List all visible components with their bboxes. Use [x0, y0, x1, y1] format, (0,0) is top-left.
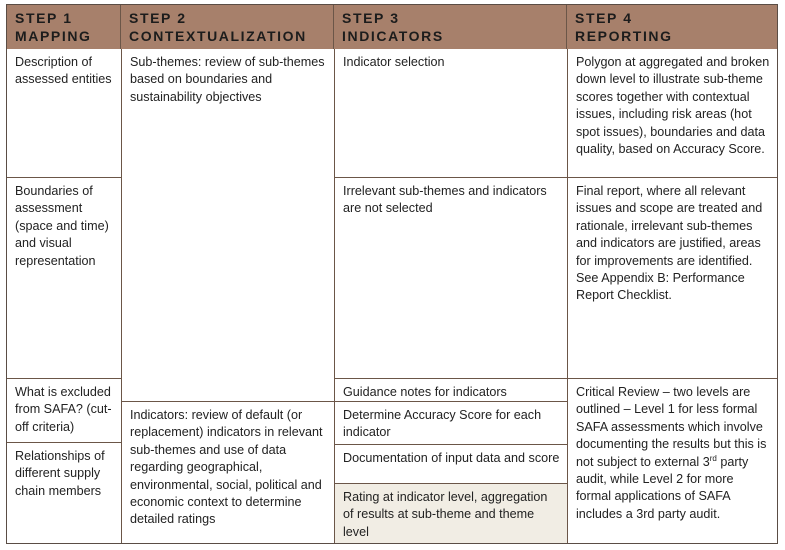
header-step-1 [7, 5, 121, 49]
header-step-name: CONTEXTUALIZATION [129, 28, 307, 44]
header-step-label: STEP 1 [15, 10, 73, 26]
indicator-accuracy: Determine Accuracy Score for each indicator [343, 408, 542, 440]
reporting-critical-review [568, 379, 777, 543]
header-step-2 [121, 5, 334, 49]
reporting-polygon: Polygon at aggregated and broken down level to illustrate sub-theme scores together with contextual issues, including risk areas (hot spot issues), boundaries and data quality, based on Accuracy Score. [576, 55, 770, 157]
indicator-rating: Rating at indicator level, aggregation of results at sub-theme and theme level [343, 490, 548, 539]
superscript-rd: rd [709, 453, 717, 463]
header-step-name: INDICATORS [342, 28, 444, 44]
indicator-irrelevant: Irrelevant sub-themes and indicators are not selected [343, 184, 547, 216]
indicator-documentation: Documentation of input data and score [343, 451, 560, 465]
contextualization-indicators: Indicators: review of default (or replacement) indicators in relevant sub-themes and use of data regarding geographical, environmental, social, political and economic context to determine detailed ratings [130, 408, 323, 527]
header-step-label: STEP 2 [129, 10, 187, 26]
mapping-assessed-entities: Description of assessed entities [15, 55, 112, 87]
reporting-final-report: Final report, where all relevant issues and scope are treated and rationale, irrelevant sub-themes and indicators are justified, areas for improvements are identified. See Appendix B: Performance Report Checklist. [576, 184, 763, 303]
critical-review-text-cont: party audit, while Level 2 for more formal applications of SAFA includes a 3rd party audit. [576, 454, 749, 521]
contextualization-subthemes: Sub-themes: review of sub-themes based on boundaries and sustainability objectives [130, 55, 325, 104]
safa-steps-table [6, 4, 778, 544]
indicator-selection: Indicator selection [343, 55, 445, 69]
header-step-4 [567, 5, 777, 49]
header-step-3 [334, 5, 567, 49]
mapping-relationships: Relationships of different supply chain members [15, 449, 105, 498]
mapping-boundaries: Boundaries of assessment (space and time) and visual representation [15, 184, 109, 268]
mapping-excluded: What is excluded from SAFA? (cut-off criteria) [15, 385, 112, 434]
indicator-guidance: Guidance notes for indicators [343, 385, 507, 399]
header-step-label: STEP 3 [342, 10, 400, 26]
header-step-name: MAPPING [15, 28, 92, 44]
header-step-name: REPORTING [575, 28, 673, 44]
header-step-label: STEP 4 [575, 10, 633, 26]
critical-review-text: Critical Review – two levels are outlined – Level 1 for less formal SAFA assessments which involve documenting the results but this is not subject to external 3 [576, 385, 767, 469]
